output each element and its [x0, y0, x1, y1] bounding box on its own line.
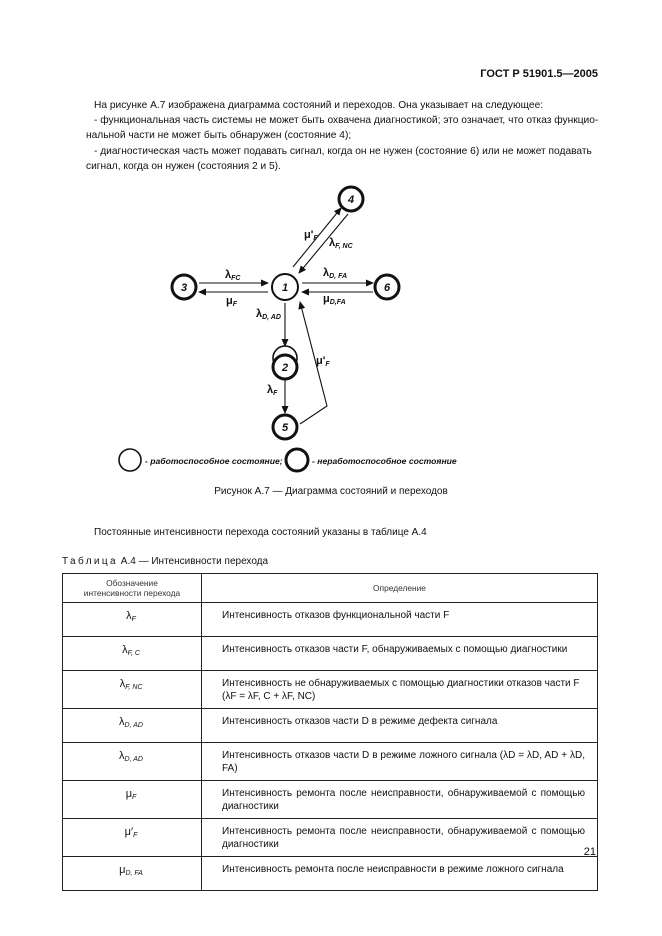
symbol-cell: $\lambda_{F, NC}$ [63, 671, 202, 709]
legend-down-text: - неработоспособное состояние [312, 456, 457, 466]
definition-cell: Интенсивность ремонта после неисправности, обнаруживаемой с помощью диагностики [202, 781, 598, 819]
label-lambda-fnc: λF, NC [329, 237, 353, 250]
symbol-cell: $\mu'_F$ [63, 819, 202, 857]
symbol-cell: $\lambda_{F, C}$ [63, 637, 202, 671]
legend-up-circle [119, 449, 141, 471]
table-caption-prefix: Таблица [62, 556, 119, 567]
definition-cell: Интенсивность отказов функциональной части F [202, 603, 598, 637]
paragraph-line: - диагностическая часть может подавать сигнал, когда он не нужен (состояние 6) или не может подавать [94, 145, 592, 157]
symbol-cell: $\mu_{D, FA}$ [63, 857, 202, 891]
transition-intensities-table [62, 573, 598, 891]
col-symbol-header: Обозначение интенсивности перехода [63, 574, 202, 603]
paragraph-line: сигнал, когда он нужен (состояния 2 и 5). [86, 160, 281, 172]
symbol-cell: $\lambda_{D, AD}$ [63, 743, 202, 781]
state-1-label: 1 [281, 282, 289, 294]
state-3-label: 3 [180, 282, 188, 294]
state-6-label: 6 [383, 282, 391, 294]
definition-cell: Интенсивность ремонта после неисправности, обнаруживаемой с помощью диагностики [202, 819, 598, 857]
table-row [63, 857, 598, 891]
document-header: ГОСТ Р 51901.5—2005 [480, 68, 598, 80]
paragraph-line: - функциональная часть системы не может быть охвачена диагностикой; это означает, что отказ функцио- [94, 115, 599, 127]
label-lambda-fc: λFC [225, 269, 241, 282]
definition-cell: Интенсивность ремонта после неисправности в режиме ложного сигнала [202, 857, 598, 891]
table-row [63, 781, 598, 819]
label-mu-f: μF [226, 295, 238, 308]
label-lambda-dad: λD, AD [256, 308, 281, 321]
figure-caption: Рисунок А.7 — Диаграмма состояний и переходов [214, 486, 448, 497]
legend-down-circle [286, 449, 308, 471]
table-row [63, 671, 598, 709]
table-row [63, 743, 598, 781]
paragraph-line: На рисунке А.7 изображена диаграмма состояний и переходов. Она указывает на следующее: [94, 100, 544, 111]
label-mu-f-prime-right: μ'F [316, 355, 330, 368]
state-2-label: 2 [281, 362, 289, 374]
table-caption [62, 556, 268, 567]
definition-cell: Интенсивность отказов части D в режиме ложного сигнала (λD = λD, AD + λD, FA) [202, 743, 598, 781]
definition-cell: Интенсивность отказов части F, обнаруживаемых с помощью диагностики [202, 637, 598, 671]
symbol-cell: $\lambda_{D, AD}$ [63, 709, 202, 743]
col-definition-header: Определение [202, 574, 598, 603]
label-mu-f-prime-top: μ'F [304, 229, 318, 242]
label-lambda-f: λF [267, 384, 278, 397]
legend-up-text: - работоспособное состояние; [145, 456, 283, 466]
state-4-label: 4 [347, 194, 355, 206]
label-lambda-dfa: λD, FA [323, 267, 348, 280]
definition-cell: Интенсивность отказов части D в режиме дефекта сигнала [202, 709, 598, 743]
table-header-row [63, 574, 598, 603]
label-mu-dfa: μD,FA [323, 293, 346, 306]
table-intro-text: Постоянные интенсивности перехода состояний указаны в таблице А.4 [94, 527, 427, 538]
diagram-legend [119, 449, 457, 471]
table-row [63, 637, 598, 671]
table-row [63, 709, 598, 743]
state-5-label: 5 [281, 422, 289, 434]
table-row [63, 819, 598, 857]
page-number: 21 [583, 846, 596, 858]
table-caption-rest: А.4 — Интенсивности перехода [118, 556, 269, 567]
paragraph-line: нальной части не может быть обнаружен (состояние 4); [86, 130, 352, 142]
definition-cell: Интенсивность не обнаруживаемых с помощью диагностики отказов части F (λF = λF, C + λF, NC) [202, 671, 598, 709]
table-row [63, 603, 598, 637]
symbol-cell: $\lambda_F$ [63, 603, 202, 637]
symbol-cell: $\mu_F$ [63, 781, 202, 819]
